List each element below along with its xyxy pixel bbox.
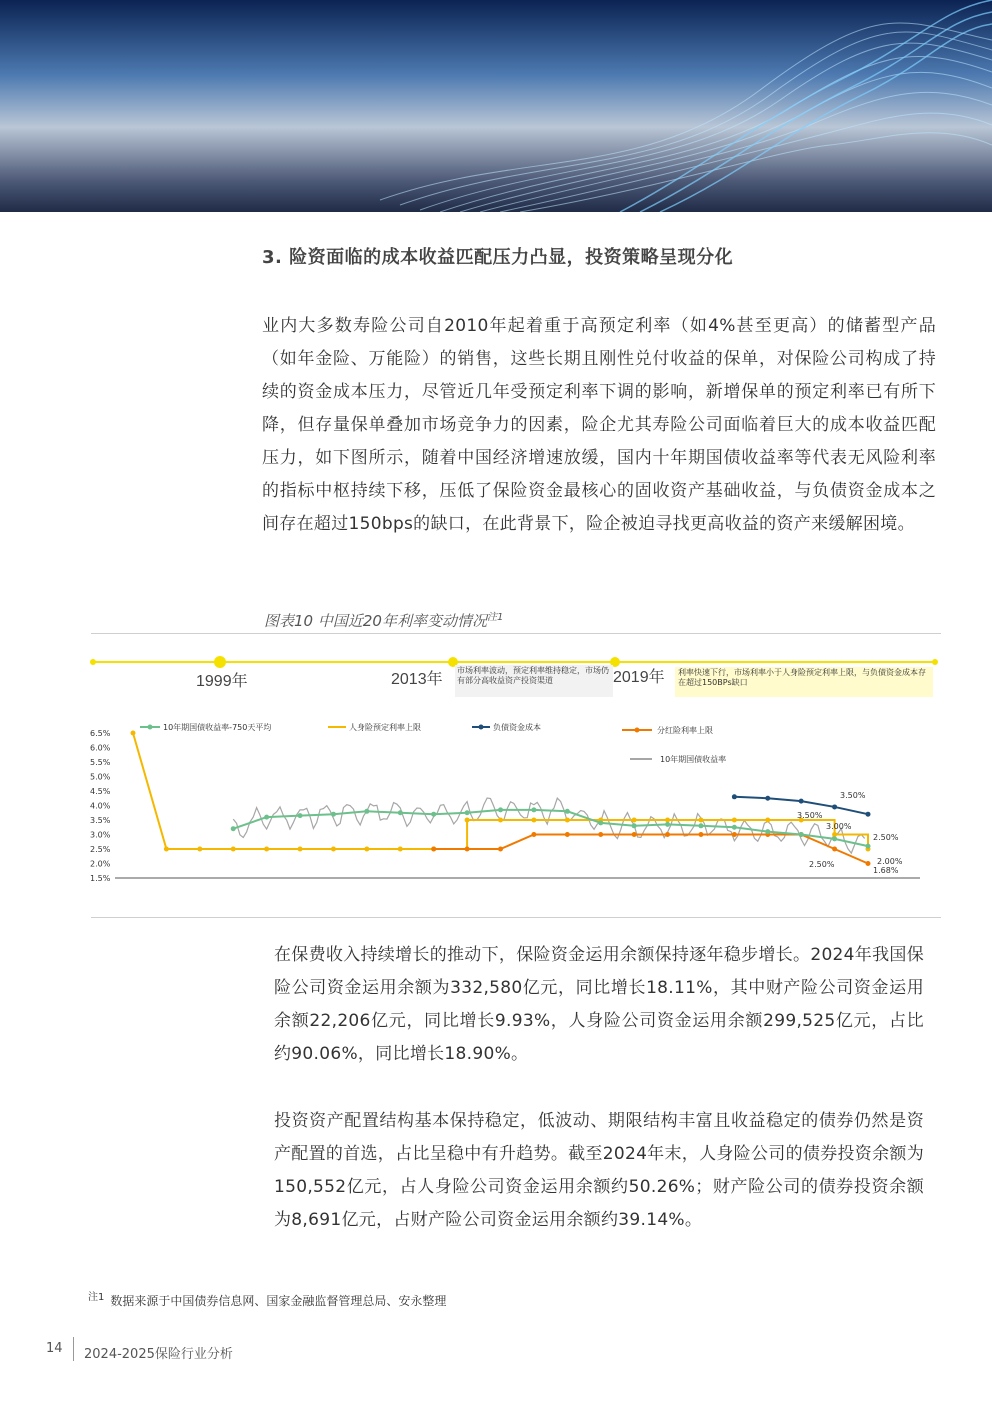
y-tick-label: 4.5% [90, 787, 111, 796]
series-point [698, 818, 703, 823]
figure-top-rule [91, 633, 941, 634]
data-label: 2.00% [877, 857, 903, 866]
series-point [364, 809, 369, 814]
series-point [465, 810, 470, 815]
data-label: 1.68% [873, 866, 899, 875]
chart-canvas [0, 640, 992, 910]
series-point [598, 820, 603, 825]
legend-marker-div [635, 728, 640, 733]
series-point [866, 844, 871, 849]
timeline-note-2 [678, 668, 931, 698]
series-point [732, 818, 737, 823]
interest-rate-chart [0, 640, 992, 910]
header-banner-image [0, 0, 992, 212]
series-point [732, 825, 737, 830]
series-point [765, 829, 770, 834]
series-point [264, 847, 269, 852]
y-tick-label: 2.5% [90, 845, 111, 854]
footnote-text: 数据来源于中国债券信息网、国家金融监督管理总局、安永整理 [110, 1294, 447, 1308]
series-point [264, 815, 269, 820]
series-point [431, 847, 436, 852]
data-label: 3.00% [826, 822, 852, 831]
legend-label-10y: 10年期国债收益率 [660, 755, 727, 764]
page-number: 14 [46, 1341, 63, 1356]
series-point [632, 832, 637, 837]
series-point [364, 847, 369, 852]
figure-caption-text: 图表10 中国近20年利率变动情况 [264, 612, 487, 630]
timeline-year-2013: 2013年 [391, 671, 443, 688]
series-point [732, 832, 737, 837]
body-paragraph-1: 业内大多数寿险公司自2010年起着重于高预定利率（如4%甚至更高）的储蓄型产品（如年金险、万能险）的销售，这些长期且刚性兑付收益的保单，对保险公司构成了持续的资金成本压力，尽管近几年受预定利率下调的影响，新增保单的预定利率已有所下降，但存量保单叠加市场竞争力的因素，险企尤其寿险公司面临着巨大的成本收益匹配压力，如下图所示，随着中国经济增速放缓，国内十年期国债收益率等代表无风险利率的指标中枢持续下移，压低了保险资金最核心的固收资产基础收益，与负债资金成本之间存在超过150bps的缺口，在此背景下，险企被迫寻找更高收益的资产来缓解困境。 [262, 316, 936, 534]
series-point [298, 847, 303, 852]
timeline-note-2-text: 利率快速下行，市场利率小于人身险预定利率上限，与负债资金成本存在超过150BPs缺口 [678, 668, 926, 687]
series-point [765, 818, 770, 823]
section-title: 3. 险资面临的成本收益匹配压力凸显，投资策略呈现分化 [262, 247, 734, 268]
series-line-10y-yield [233, 798, 864, 853]
series-point [832, 836, 837, 841]
timeline-dot [214, 656, 226, 668]
series-point [866, 812, 871, 817]
timeline-note-1-text: 市场利率波动，预定利率维持稳定，市场仍有部分高收益资产投资渠道 [457, 666, 609, 685]
series-point [465, 847, 470, 852]
footnote-mark: 注1 [88, 1292, 105, 1303]
timeline-dot [932, 659, 938, 665]
series-point [131, 731, 136, 736]
series-point [565, 809, 570, 814]
series-point [498, 807, 503, 812]
series-point [832, 804, 837, 809]
y-tick-label: 4.0% [90, 801, 111, 811]
series-point [465, 818, 470, 823]
series-point [398, 810, 403, 815]
legend-label-cost: 负债资金成本 [493, 723, 541, 732]
series-point [632, 818, 637, 823]
y-tick-label: 6.5% [90, 729, 111, 738]
series-point [398, 847, 403, 852]
timeline-year-2019: 2019年 [613, 669, 665, 686]
series-point [565, 818, 570, 823]
series-point [331, 812, 336, 817]
legend-marker-avg [148, 725, 153, 730]
series-point [531, 832, 536, 837]
timeline-year-1999: 1999年 [196, 673, 248, 690]
body-paragraph-3: 投资资产配置结构基本保持稳定，低波动、期限结构丰富且收益稳定的债券仍然是资产配置的首选，占比呈稳中有升趋势。截至2024年末，人身险公司的债券投资余额为150,552亿元，占人身险公司资金运用余额约50.26%；财产险公司的债券投资余额为8,691亿元，占财产险公司资金运用余额约39.14%。 [274, 1111, 924, 1230]
series-point [832, 832, 837, 837]
series-point [698, 823, 703, 828]
y-tick-label: 2.0% [90, 859, 111, 869]
series-point [498, 818, 503, 823]
y-tick-label: 6.0% [90, 743, 111, 753]
data-label: 2.50% [873, 833, 899, 842]
series-point [531, 807, 536, 812]
legend-marker-cost [479, 725, 484, 730]
series-point [565, 832, 570, 837]
series-point [698, 832, 703, 837]
series-point [164, 847, 169, 852]
timeline-note-1 [457, 666, 613, 698]
data-label: 2.50% [809, 860, 835, 869]
report-title: 2024-2025保险行业分析 [84, 1347, 233, 1362]
y-tick-label: 1.5% [90, 874, 111, 883]
legend-label-avg: 10年期国债收益率-750天平均 [163, 723, 272, 732]
series-point [298, 813, 303, 818]
light-wave-graphic [0, 0, 992, 212]
y-tick-label: 5.5% [90, 758, 111, 767]
series-point [498, 847, 503, 852]
series-point [732, 794, 737, 799]
data-label: 3.50% [797, 811, 823, 820]
footer-divider [73, 1337, 74, 1361]
series-point [231, 826, 236, 831]
y-tick-label: 3.5% [90, 816, 111, 825]
body-paragraph-2: 在保费收入持续增长的推动下，保险资金运用余额保持逐年稳步增长。2024年我国保险公司资金运用余额为332,580亿元，同比增长18.11%，其中财产险公司资金运用余额22,206亿元，同比增长9.93%，人身险公司资金运用余额299,525亿元，占比约90.06%，同比增长18.90%。 [274, 945, 924, 1064]
series-point [665, 822, 670, 827]
series-point [431, 812, 436, 817]
figure-caption-note: 注1 [486, 612, 504, 623]
series-point [665, 832, 670, 837]
legend-label-life: 人身险预定利率上限 [349, 723, 421, 732]
series-point [331, 847, 336, 852]
series-point [799, 832, 804, 837]
series-point [231, 847, 236, 852]
series-line [133, 733, 868, 849]
data-label: 3.50% [840, 791, 866, 800]
legend-label-div: 分红险利率上限 [657, 726, 713, 735]
series-point [598, 832, 603, 837]
figure-caption [264, 608, 503, 631]
series-point [632, 823, 637, 828]
series-point [531, 818, 536, 823]
y-axis [90, 729, 111, 883]
y-tick-label: 3.0% [90, 830, 111, 840]
series-point [197, 847, 202, 852]
series-line [233, 810, 868, 846]
y-tick-label: 5.0% [90, 772, 111, 782]
series-point [866, 861, 871, 866]
series-point [832, 847, 837, 852]
series-group [131, 731, 871, 867]
timeline-dot [90, 659, 96, 665]
footnote [88, 1288, 446, 1309]
series-point [665, 818, 670, 823]
series-point [765, 796, 770, 801]
figure-bottom-rule [91, 917, 941, 918]
series-point [799, 799, 804, 804]
